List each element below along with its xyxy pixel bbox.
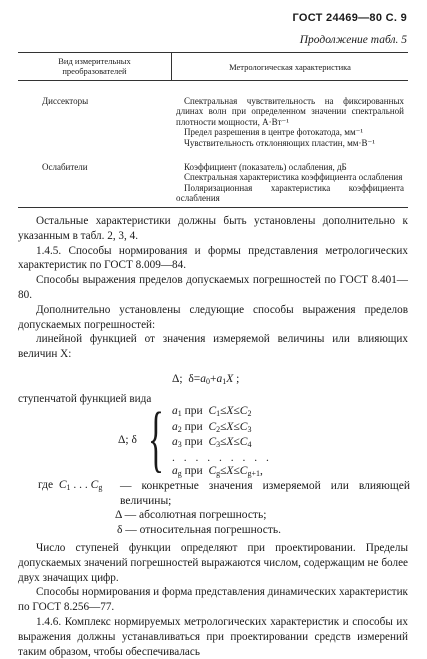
paragraph-other-characteristics: Остальные характеристики должны быть установлены дополнительно к указанным в табл. 2, 3, 4. [18,215,408,242]
where-delta: Δ — абсолютная погрешность; [115,509,267,521]
paragraph-linear-function: линейной функцией от значения измеряемой величины или влияющих величин X: [18,333,408,361]
body-block-1 [18,214,408,362]
paragraph-1-4-6: 1.4.6. Комплекс нормируемых метрологических характеристик и способы их выражения должны устанавливаться при проектировании средств измерений таким образом, чтобы обеспечивалась [18,615,408,658]
formula-step-lhs: Δ; δ [118,434,137,446]
formula-linear: Δ; $\delta=a_0+a_1X$ ; [172,373,240,386]
table-header-rule [18,80,408,81]
where-prefix: где $C_1$ . . . $C_g$ [38,479,103,492]
paragraph-dynamic-characteristics: Способы нормирования и форма представления динамических характеристик по ГОСТ 8.256—77. [18,586,408,614]
char-spectral-sensitivity: Спектральная чувствительность на фиксированных длинах волн при определенном значении спектральной плотности мощности, А·Вт⁻¹ [176,96,404,127]
where-small-delta: δ — относительная погрешность. [117,524,282,536]
paragraph-step-function: ступенчатой функцией вида [18,393,152,405]
char-resolution-limit: Предел разрешения в центре фотокатода, мм⁻¹ [184,127,364,138]
row-name-attenuators: Ослабители [42,162,88,172]
char-spectral-attenuation: Спектральная характеристика коэффициента ослабления [184,172,403,183]
table-continuation-label: Продолжение табл. 5 [299,34,407,46]
where-c-description: — конкретные значения измеряемой или влияющей величины; [120,480,410,507]
formula-brace: { [148,398,164,480]
paragraph-error-limits: Способы выражения пределов допускаемых погрешностей по ГОСТ 8.401—80. [18,274,408,301]
paragraph-additional-methods: Дополнительно установлены следующие способы выражения пределов допускаемых погрешностей: [18,303,408,331]
table-top-rule [18,52,408,53]
paragraph-1-4-5: 1.4.5. Способы нормирования и формы представления метрологических характеристик по ГОСТ 8.009—84. [18,244,408,272]
body-block-2 [18,541,408,659]
char-plate-sensitivity: Чувствительность отклоняющих пластин, мм·В⁻¹ [184,137,375,148]
row-name-dissectors: Диссекторы [42,96,89,106]
char-attenuation-coefficient: Коэффициент (показатель) ослабления, дБ [184,162,347,172]
table-bottom-rule [18,207,408,208]
row-dissectors-characteristics [176,96,404,148]
row-attenuators-characteristics [176,162,404,204]
formula-step-cases: $a_1$ при $C_1\le X\le C_2$ $a_2$ при $C_2\le X\le C_3$ $a_3$ при $C_3\le X\le C_4$ . . . . . . . . . $a_g$ при $C_g\le X\le C_{g+1}$, [172,405,272,478]
table-col2-header: Метрологическая характеристика [229,62,351,72]
paragraph-steps-count: Число ступеней функции определяют при проектировании. Пределы допускаемых значений погрешностей выражаются числом, содержащим не более двух значащих цифр. [18,542,408,584]
char-polarization-attenuation: Поляризационная характеристика коэффициента ослабления [176,182,404,204]
page-header: ГОСТ 24469—80 С. 9 [292,12,407,24]
table-col1-header: Вид измерительных преобразователей [58,56,131,76]
